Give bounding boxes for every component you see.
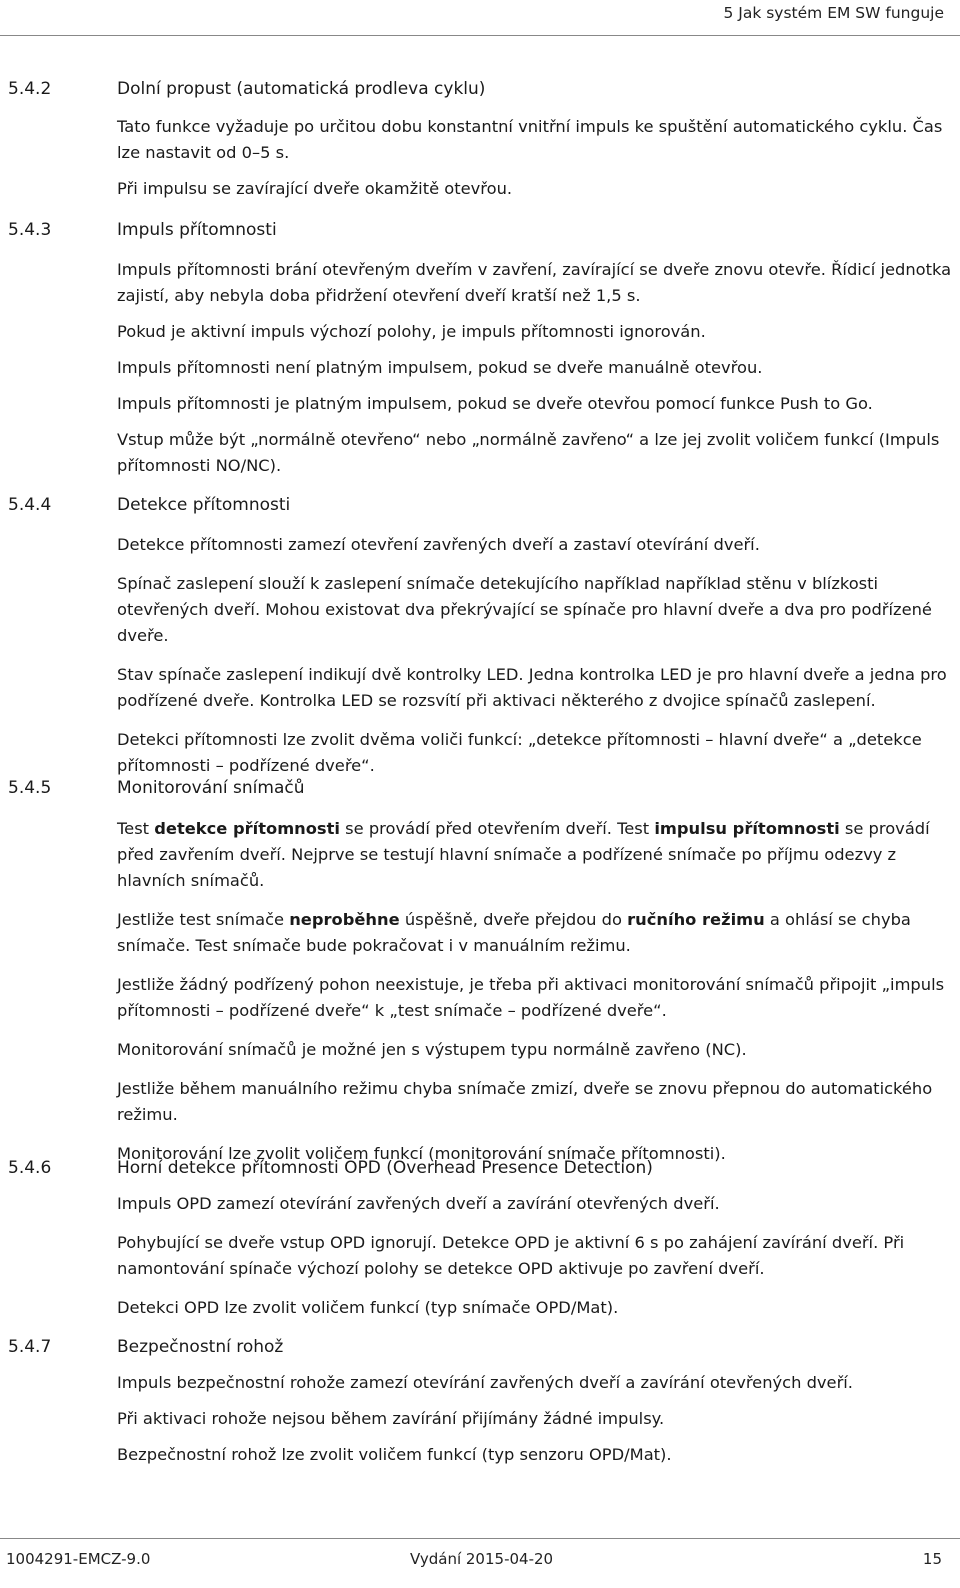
bold-term: detekce přítomnosti <box>154 819 340 838</box>
section-heading <box>8 777 952 799</box>
bold-term: ručního režimu <box>627 910 765 929</box>
section-heading <box>8 1336 952 1358</box>
section-number: 5.4.7 <box>8 1337 52 1357</box>
section-title: Bezpečnostní rohož <box>117 1337 284 1357</box>
text-run: se provádí před zavřením dveří. Nejprve se testují hlavní snímače a podřízené snímače po příjmu odezvy z hlavních snímačů. <box>117 819 930 890</box>
section-body <box>117 816 952 1167</box>
text-run: Jestliže test snímače <box>117 910 290 929</box>
bold-term: neproběhne <box>289 910 400 929</box>
section-number: 5.4.5 <box>8 778 52 798</box>
paragraph: Jestliže žádný podřízený pohon neexistuje, je třeba při aktivaci monitorování snímačů připojit „impuls přítomnosti – podřízené dveře“ k „test snímače – podřízené dveře“. <box>117 975 945 1020</box>
footer-edition: Vydání 2015-04-20 <box>410 1550 554 1568</box>
section-5-4-2 <box>8 78 952 215</box>
section-heading <box>8 219 952 241</box>
section-heading <box>8 1157 952 1179</box>
paragraph: Monitorování lze zvolit voličem funkcí (monitorování snímače přítomnosti). <box>117 1144 726 1163</box>
section-body <box>117 114 952 202</box>
section-title: Horní detekce přítomnosti OPD (Overhead Presence Detection) <box>117 1158 653 1178</box>
paragraph: Detekci OPD lze zvolit voličem funkcí (typ snímače OPD/Mat). <box>117 1298 619 1317</box>
paragraph: Detekci přítomnosti lze zvolit dvěma voliči funkcí: „detekce přítomnosti – hlavní dveře“ a „detekce přítomnosti – podřízené dveře“. <box>117 730 922 775</box>
paragraph: Při aktivaci rohože nejsou během zavírání přijímány žádné impulsy. <box>117 1409 665 1428</box>
section-title: Impuls přítomnosti <box>117 220 277 240</box>
header-rule <box>0 35 960 36</box>
paragraph: Monitorování snímačů je možné jen s výstupem typu normálně zavřeno (NC). <box>117 1040 747 1059</box>
section-body <box>117 1191 952 1321</box>
section-5-4-3 <box>8 219 952 492</box>
text-run: se provádí před otevřením dveří. Test <box>340 819 655 838</box>
section-5-4-4 <box>8 494 952 792</box>
paragraph: Impuls bezpečnostní rohože zamezí otevírání zavřených dveří a zavírání otevřených dveří. <box>117 1373 853 1392</box>
section-5-4-6 <box>8 1157 952 1334</box>
paragraph: Bezpečnostní rohož lze zvolit voličem funkcí (typ senzoru OPD/Mat). <box>117 1445 672 1464</box>
text-run: úspěšně, dveře přejdou do <box>399 910 628 929</box>
section-title: Monitorování snímačů <box>117 778 305 798</box>
section-number: 5.4.3 <box>8 220 52 240</box>
paragraph <box>117 907 952 959</box>
paragraph: Při impulsu se zavírající dveře okamžitě otevřou. <box>117 179 513 198</box>
running-header: 5 Jak systém EM SW funguje <box>723 4 944 22</box>
section-heading <box>8 78 952 100</box>
footer-rule <box>0 1538 960 1539</box>
paragraph: Impuls přítomnosti není platným impulsem, pokud se dveře manuálně otevřou. <box>117 358 763 377</box>
paragraph: Vstup může být „normálně otevřeno“ nebo „normálně zavřeno“ a lze jej zvolit voličem funkcí (Impuls přítomnosti NO/NC). <box>117 430 940 475</box>
section-5-4-7 <box>8 1336 952 1481</box>
paragraph: Impuls přítomnosti je platným impulsem, pokud se dveře otevřou pomocí funkce Push to Go. <box>117 394 873 413</box>
section-title: Detekce přítomnosti <box>117 495 291 515</box>
paragraph: Pohybující se dveře vstup OPD ignorují. Detekce OPD je aktivní 6 s po zahájení zavírání dveří. Při namontování spínače výchozí polohy se detekce OPD aktivuje po zavření dveří. <box>117 1233 905 1278</box>
text-run: Test <box>117 819 155 838</box>
section-number: 5.4.4 <box>8 495 52 515</box>
paragraph: Stav spínače zaslepení indikují dvě kontrolky LED. Jedna kontrolka LED je pro hlavní dveře a jedna pro podřízené dveře. Kontrolka LED se rozsvítí při aktivaci některého z dvojice spínačů zaslepení. <box>117 665 947 710</box>
section-body <box>117 1370 952 1468</box>
section-title: Dolní propust (automatická prodleva cyklu) <box>117 79 486 99</box>
bold-term: impulsu přítomnosti <box>654 819 840 838</box>
paragraph: Spínač zaslepení slouží k zaslepení snímače detekujícího například například stěnu v blízkosti otevřených dveří. Mohou existovat dva překrývající se spínače pro hlavní dveře a dva pro podřízené dveře. <box>117 574 932 645</box>
paragraph: Tato funkce vyžaduje po určitou dobu konstantní vnitřní impuls ke spuštění automatického cyklu. Čas lze nastavit od 0–5 s. <box>117 117 943 162</box>
section-body <box>117 532 952 779</box>
section-body <box>117 257 952 479</box>
footer-doc-id: 1004291-EMCZ-9.0 <box>6 1550 151 1568</box>
section-number: 5.4.2 <box>8 79 52 99</box>
section-5-4-5 <box>8 777 952 1180</box>
paragraph: Impuls OPD zamezí otevírání zavřených dveří a zavírání otevřených dveří. <box>117 1194 720 1213</box>
footer-page-number: 15 <box>922 1550 942 1568</box>
paragraph: Jestliže během manuálního režimu chyba snímače zmizí, dveře se znovu přepnou do automatického režimu. <box>117 1079 933 1124</box>
paragraph <box>117 816 952 894</box>
section-heading <box>8 494 952 516</box>
text-run: a ohlásí se chyba snímače. Test snímače bude pokračovat i v manuálním režimu. <box>117 910 911 955</box>
paragraph: Impuls přítomnosti brání otevřeným dveřím v zavření, zavírající se dveře znovu otevře. Řídicí jednotka zajistí, aby nebyla doba přidržení otevření dveří kratší než 1,5 s. <box>117 260 952 305</box>
paragraph: Detekce přítomnosti zamezí otevření zavřených dveří a zastaví otevírání dveří. <box>117 535 760 554</box>
paragraph: Pokud je aktivní impuls výchozí polohy, je impuls přítomnosti ignorován. <box>117 322 706 341</box>
section-number: 5.4.6 <box>8 1158 52 1178</box>
